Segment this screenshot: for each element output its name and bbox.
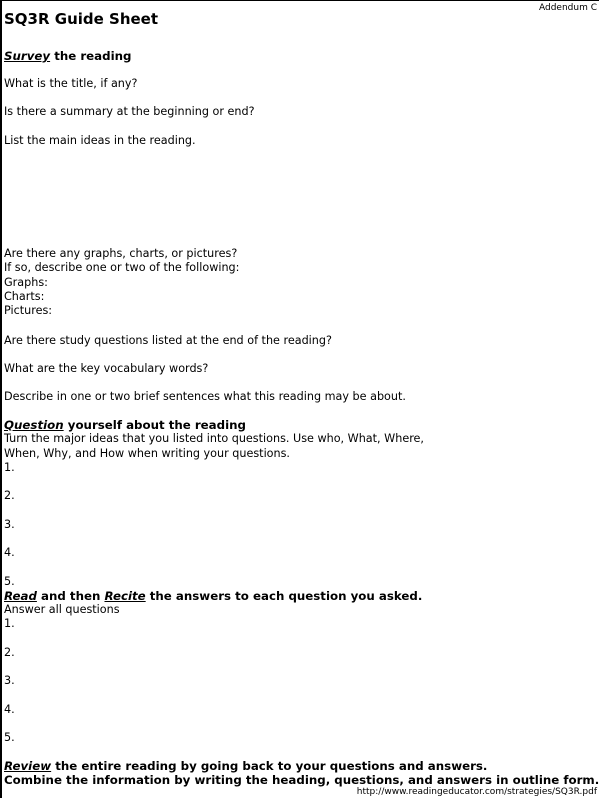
question-heading-rest: yourself about the reading [63, 418, 246, 432]
survey-question-main-ideas: List the main ideas in the reading. [4, 134, 196, 147]
recite-keyword: Recite [104, 589, 146, 603]
survey-question-study: Are there study questions listed at the end of the reading? [4, 334, 332, 347]
addendum-label: Addendum C [539, 3, 597, 13]
answer-item-4: 4. [4, 703, 15, 716]
question-heading [4, 418, 246, 432]
footer-url: http://www.readingeducator.com/strategies/SQ3R.pdf [356, 787, 597, 797]
survey-label-pictures: Pictures: [4, 304, 53, 317]
question-item-4: 4. [4, 546, 15, 559]
review-line2: Combine the information by writing the heading, questions, and answers in outline form. [4, 773, 600, 787]
answer-item-2: 2. [4, 646, 15, 659]
answer-item-5: 5. [4, 731, 15, 744]
survey-question-vocab: What are the key vocabulary words? [4, 362, 209, 375]
read-recite-heading-middle: and then [36, 589, 105, 603]
answer-item-1: 1. [4, 617, 15, 630]
survey-label-graphs: Graphs: [4, 276, 48, 289]
question-item-2: 2. [4, 489, 15, 502]
question-item-3: 3. [4, 518, 15, 531]
answer-item-3: 3. [4, 674, 15, 687]
review-keyword: Review [4, 759, 52, 773]
page-title: SQ3R Guide Sheet [4, 10, 159, 28]
review-heading-rest: the entire reading by going back to your questions and answers. [51, 759, 488, 773]
read-recite-instruction: Answer all questions [4, 603, 120, 616]
survey-question-describe-reading: Describe in one or two brief sentences what this reading may be about. [4, 390, 406, 403]
survey-question-describe: If so, describe one or two of the following: [4, 261, 240, 274]
survey-question-graphs: Are there any graphs, charts, or pictures? [4, 247, 238, 260]
survey-label-charts: Charts: [4, 290, 45, 303]
read-recite-heading-rest: the answers to each question you asked. [145, 589, 423, 603]
survey-question-summary: Is there a summary at the beginning or end? [4, 105, 255, 118]
question-item-1: 1. [4, 461, 15, 474]
question-item-5: 5. [4, 575, 15, 588]
question-instruction-line1: Turn the major ideas that you listed into questions. Use who, What, Where, [4, 432, 424, 445]
survey-heading [4, 49, 131, 63]
survey-heading-rest: the reading [50, 49, 132, 63]
read-keyword: Read [4, 589, 37, 603]
survey-keyword: Survey [4, 49, 51, 63]
review-heading [4, 759, 487, 773]
question-instruction-line2: When, Why, and How when writing your questions. [4, 447, 290, 460]
question-keyword: Question [4, 418, 64, 432]
read-recite-heading [4, 589, 422, 603]
survey-question-title: What is the title, if any? [4, 77, 138, 90]
